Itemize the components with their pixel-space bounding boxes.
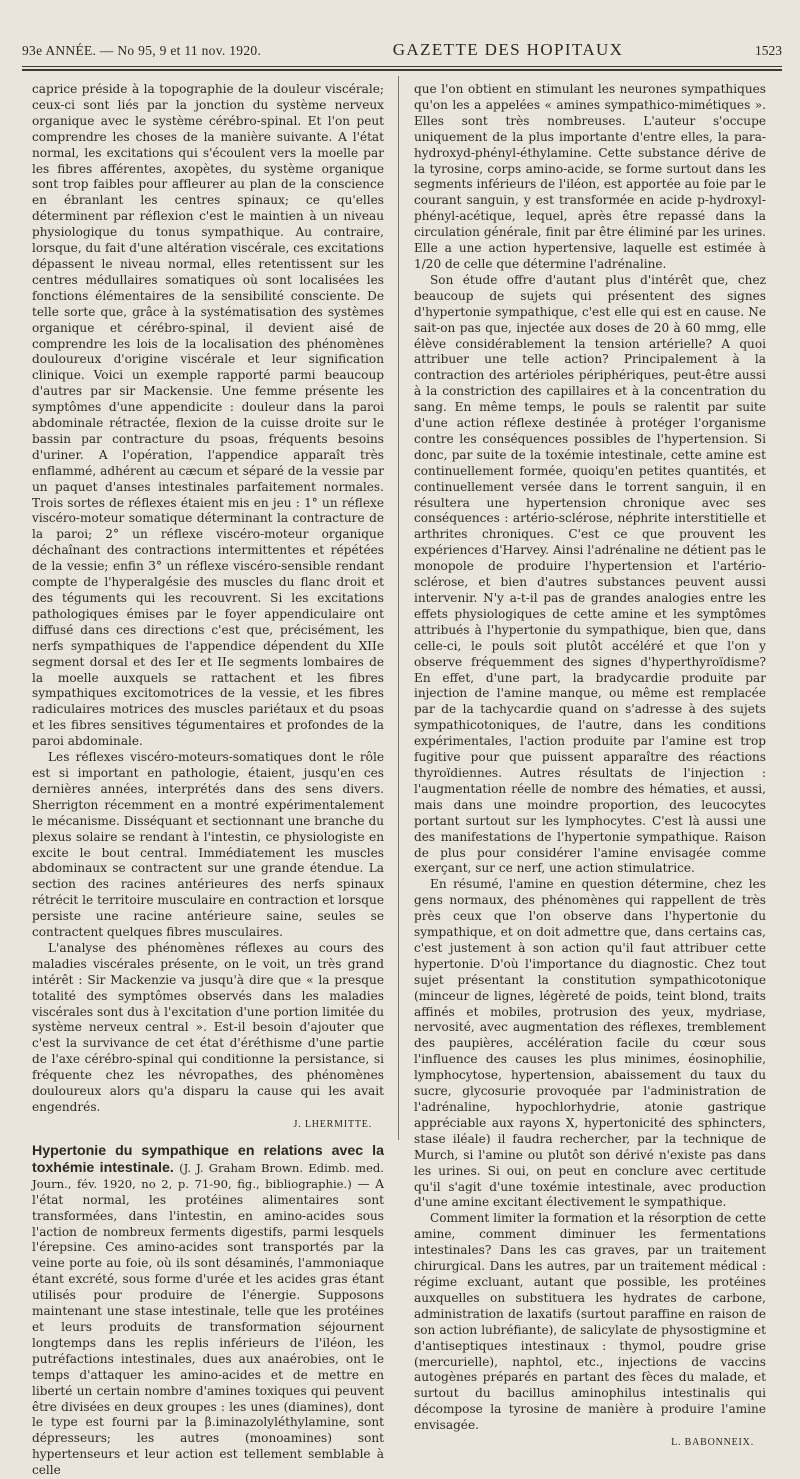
- signature: L. BABONNEIX.: [671, 1437, 754, 1449]
- article-body: — A l'état normal, les protéines alimentaires sont transformées, dans l'intestin, en amino-acides sous l'action de nombreux ferments digestifs, parmi lesquels l'érepsine. Ces amino-acides sont transportés par la veine porte au foie, où ils sont désaminés, l'ammoniaque étant excrété, sous forme d'urée et les acides gras étant utilisés pour produire de l'énergie. Supposons maintenant une stase intestinale, telle que les protéines et leurs produits de transformation séjournent longtemps dans les replis inférieurs de l'iléon, les putréfactions intestinales, dues aux anaérobies, ont le temps d'attaquer les amino-acides et de mettre en liberté un certain nombre d'amines toxiques qui peuvent être divisées en deux groupes : les unes (diamines), dont le type est fourni par la β.iminazolyléthylamine, sont dépresseurs; les autres (monoamines) sont hypertenseurs et leur action est tellement semblable à celle: [32, 1176, 384, 1478]
- page-number: 1523: [754, 43, 782, 58]
- article-reference: (J. J. Graham Brown. Edimb. med. Journ., fév. 1920, no 2, p. 71-90, fig., bibliographie.): [32, 1160, 384, 1191]
- right-column: [414, 82, 766, 1449]
- page-header: [22, 40, 782, 64]
- article-title: Hypertonie du sympathique en relations avec la toxhémie intestinale.: [32, 1142, 384, 1176]
- paragraph: Les réflexes viscéro-moteurs-somatiques dont le rôle est si important en pathologie, étaient, jusqu'en ces dernières années, interprétés dans des sens divers. Sherrigton récemment en a montré expérimentalement le mécanisme. Disséquant et sectionnant une branche du plexus solaire se rendant à l'intestin, ce physiologiste en excite le bout central. Immédiatement les muscles abdominaux se contractent sur une grande étendue. La section des racines antérieures des nerfs spinaux rétrécit le territoire musculaire en contraction et lorsque persiste une racine antérieure saine, seules se contractent quelques fibres musculaires.: [32, 750, 384, 940]
- article-head: [32, 1143, 384, 1479]
- paragraph: En résumé, l'amine en question détermine, chez les gens normaux, des phénomènes qui rappellent de très près ceux que l'on observe dans l'hypertonie du sympathique, et on doit admettre que, dans certains cas, c'est justement à son action qu'il faut attribuer cette hypertonie. D'où l'importance du diagnostic. Chez tout sujet présentant la constitution sympathicotonique (minceur de lignes, légèreté de poids, teint blond, traits affinés et mobiles, protrusion des yeux, mydriase, nervosité, avec augmentation des réflexes, tremblement des paupières, accélération facile du cœur sous l'influence des causes les plus minimes, éosinophilie, lymphocytose, hypertension, abaissement du taux du sucre, glycosurie provoquée par l'administration de l'adrénaline, hypochlorhydrie, atonie gastrique appréciable aux rayons X, hypertonicité des sphincters, stase iléale) il faudra rechercher, par la technique de Murch, si l'amine ou plutôt son dérivé n'existe pas dans les urines. Si oui, on peut en conclure avec certitude qu'il s'agit d'une toxémie intestinale, avec production d'une amine excitant électivement le sympathique.: [414, 877, 766, 1210]
- left-column: [32, 82, 384, 1478]
- issue-line: 93e ANNÉE. — No 95, 9 et 11 nov. 1920.: [22, 43, 262, 58]
- paragraph: L'analyse des phénomènes réflexes au cours des maladies viscérales présente, on le voit, un très grand intérêt : Sir Mackenzie va jusqu'à dire que « la presque totalité des symptômes observés dans les maladies viscérales sont dus à l'excitation d'une portion limitée du système nerveux central ». Est-il besoin d'ajouter que c'est la survivance de cet état d'éréthisme d'une partie de l'axe cérébro-spinal qui conditionne la persistance, si fréquente chez les névropathes, des phénomènes douloureux alors qu'a disparu la cause qui les avait engendrés.: [32, 940, 384, 1114]
- header-rule-double: [22, 69, 782, 71]
- signature: J. LHERMITTE.: [293, 1118, 372, 1130]
- paragraph: Comment limiter la formation et la résorption de cette amine, comment diminuer les fermentations intestinales? Dans les cas graves, par un traitement chirurgical. Dans les autres, par un traitement médical : régime excluant, autant que possible, les protéines auxquelles on substituera les hydrates de carbone, administration de laxatifs (surtout paraffine en raison de son action lubréfiante), de salicylate de physostigmine et d'antiseptiques intestinaux : thymol, poudre grise (mercurielle), naphtol, etc., injections de vaccins autogènes préparés en partant des fèces du malade, et surtout du bacillus aminophilus intestinalis qui décompose la tyrosine de manière à produire l'amine envisagée.: [414, 1211, 766, 1433]
- paragraph: que l'on obtient en stimulant les neurones sympathiques qu'on les a appelées « amines sympathico-mimétiques ». Elles sont très nombreuses. L'auteur s'occupe uniquement de la plus importante d'entre elles, la para-hydroxyd-phényl-éthylamine. Cette substance dérive de la tyrosine, corps amino-acide, se forme surtout dans les segments inférieurs de l'iléon, est apportée au foie par le courant sanguin, y est transformée en acide p-hydroxyl-phényl-acétique, lequel, après être repassé dans la circulation générale, finit par être éliminé par les urines. Elle a une action hypertensive, laquelle est estimée à 1/20 de celle que détermine l'adrénaline.: [414, 82, 766, 271]
- journal-title: GAZETTE DES HOPITAUX: [392, 40, 624, 59]
- column-divider: [398, 76, 399, 1140]
- paragraph: Son étude offre d'autant plus d'intérêt que, chez beaucoup de sujets qui présentent des signes d'hypertonie sympathique, c'est elle qui est en cause. Ne sait-on pas que, injectée aux doses de 20 à 60 mmg, elle élève considérablement la tension artérielle? A quoi attribuer une telle action? Principalement à la contraction des artérioles périphériques, peut-être aussi à la constriction des capillaires et à la concentration du sang. En même temps, le pouls se ralentit par suite d'une action réflexe destinée à protéger l'organisme contre les conséquences possibles de l'hypertension. Si donc, par suite de la toxémie intestinale, cette amine est continuellement formée, quoiqu'en petites quantités, et continuellement versée dans le torrent sanguin, il en résultera une hypertension chronique avec ses conséquences : artério-sclérose, néphrite interstitielle et arthrites chroniques. C'est ce que prouvent les expériences d'Harvey. Ainsi l'adrénaline ne détient pas le monopole de produire l'hypertension et l'artério-sclérose, et bien d'autres substances peuvent aussi intervenir. N'y a-t-il pas de grandes analogies entre les effets physiologiques de cette amine et les symptômes attribués à l'hypertonie du sympathique, bien que, dans celle-ci, le pouls soit plutôt accéléré et que l'on y observe fréquemment des signes d'hyperthyroïdisme? En effet, d'une part, la bradycardie produite par injection de l'amine manque, ou même est remplacée par de la tachycardie quand on s'adresse à des sujets sympathicotoniques, de l'autre, dans les conditions expérimentales, l'action produite par l'amine est trop fugitive pour que puissent apparaître des réactions thyroïdiennes. Autres résultats de l'injection : l'augmentation réelle de nombre des hématies, et aussi, mais dans une moindre proportion, des leucocytes portant surtout sur les lymphocytes. C'est là aussi une des manifestations de l'hypertonie sympathique. Raison de plus pour considérer l'amine envisagée comme exerçant, sur ce nerf, une action stimulatrice.: [414, 272, 766, 876]
- paragraph: caprice préside à la topographie de la douleur viscérale; ceux-ci sont liés par la jonction du système nerveux organique avec le système cérébro-spinal. Et l'on peut comprendre les choses de la manière suivante. A l'état normal, les excitations qui s'écoulent vers la moelle par les fibres afférentes, axopètes, du système organique sont trop faibles pour affleurer au plan de la conscience en ébranlant les centres spinaux; ce qu'elles déterminent par réflexion c'est le maintien à un niveau physiologique du tonus sympathique. Au contraire, lorsque, du fait d'une altération viscérale, ces excitations dépassent le niveau normal, elles retentissent sur les centres médullaires somatiques où sont localisées les fonctions élémentaires de la sensibilité consciente. De telle sorte que, grâce à la systématisation des systèmes organique et cérébro-spinal, il devient aisé de comprendre les lois de la localisation des phénomènes douloureux d'origine viscérale et leur signification clinique. Voici un exemple rapporté parmi beaucoup d'autres par sir Mackensie. Une femme présente les symptômes d'une appendicite : douleur dans la paroi abdominale rétractée, flexion de la cuisse droite sur le bassin par contracture du psoas, fréquents besoins d'uriner. A l'opération, l'appendice apparaît très enflammé, adhérent au cæcum et séparé de la vessie par un paquet d'anses intestinales parfaitement normales. Trois sortes de réflexes étaient mis en jeu : 1° un réflexe viscéro-moteur somatique déterminant la contracture de la paroi; 2° un réflexe viscéro-moteur organique déchaînant des contractions intermittentes et répétées de la vessie; enfin 3° un réflexe viscéro-sensible rendant compte de l'hyperalgésie des muscles du flanc droit et des téguments qui les recouvrent. Si les excitations pathologiques émises par le foyer appendiculaire ont diffusé dans ces directions c'est que, précisément, les nerfs sympathiques de l'appendice dépendent du XIIe segment dorsal et des Ier et IIe segments lombaires de la moelle auxquels se rattachent et les fibres sympathiques excitomotrices de la vessie, et les fibres radiculaires motrices des muscles pariétaux et du psoas et les fibres sensitives tégumentaires et profondes de la paroi abdominale.: [32, 82, 384, 749]
- header-rule: [22, 66, 782, 67]
